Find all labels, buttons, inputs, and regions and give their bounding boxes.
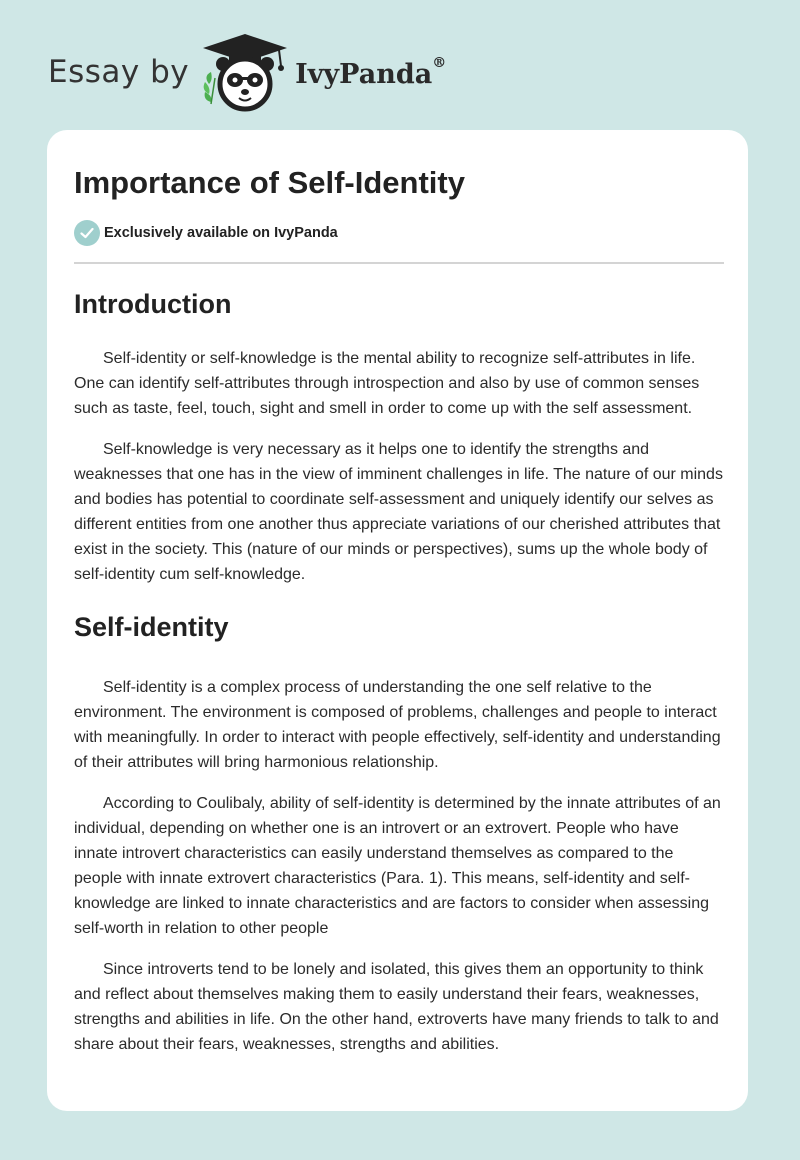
paragraph: Since introverts tend to be lonely and isolated, this gives them an opportunity to think and reflect about themselves making them to easily understand their fears, weaknesses, strengths and abilities in life. On the other hand, extroverts have many friends to talk to and share about their fears, weaknesses, strengths and abilities. — [74, 961, 719, 1053]
section-heading-introduction: Introduction — [74, 289, 232, 319]
exclusive-badge — [74, 218, 724, 248]
check-circle-icon — [74, 220, 100, 246]
badge-text: Exclusively available on IvyPanda — [104, 225, 338, 241]
page-title: Importance of Self-Identity — [74, 165, 465, 200]
brand-name[interactable]: IvyPanda® — [295, 54, 447, 90]
section-heading-self-identity: Self-identity — [74, 612, 229, 642]
divider — [74, 262, 724, 264]
paragraph: According to Coulibaly, ability of self-identity is determined by the innate attributes of an individual, depending on whether one is an introvert or an extrovert. People who have innate introvert characteristics can easily understand themselves as compared to the people with innate extrovert characteristics (Para. 1). This means, self-identity and self-knowledge are linked to innate characteristics and are factors to consider when assessing self-worth in relation to other people — [74, 795, 721, 937]
trademark-symbol: ® — [432, 54, 447, 71]
panda-graduate-icon[interactable] — [199, 32, 291, 112]
paragraph: Self-identity or self-knowledge is the mental ability to recognize self-attributes in life. One can identify self-attributes through introspection and also by use of common senses such as taste, feel, touch, sight and smell in order to come up with the self assessment. — [74, 350, 700, 417]
essay-card — [47, 130, 748, 1111]
essay-by-label: Essay by — [48, 54, 190, 90]
site-header — [48, 32, 446, 112]
paragraph: Self-identity is a complex process of understanding the one self relative to the environment. The environment is composed of problems, challenges and people to interact with meaningfully. In order to interact with people effectively, self-identity and understanding of their attributes will bring harmonious relationship. — [74, 679, 721, 771]
paragraph: Self-knowledge is very necessary as it helps one to identify the strengths and weaknesses that one has in the view of imminent challenges in life. The nature of our minds and bodies has potential to coordinate self-assessment and uniquely identify our selves as different entities from one another thus appreciate variations of our cherished attributes that exist in the society. This (nature of our minds or perspectives), sums up the whole body of self-identity cum self-knowledge. — [74, 441, 723, 583]
